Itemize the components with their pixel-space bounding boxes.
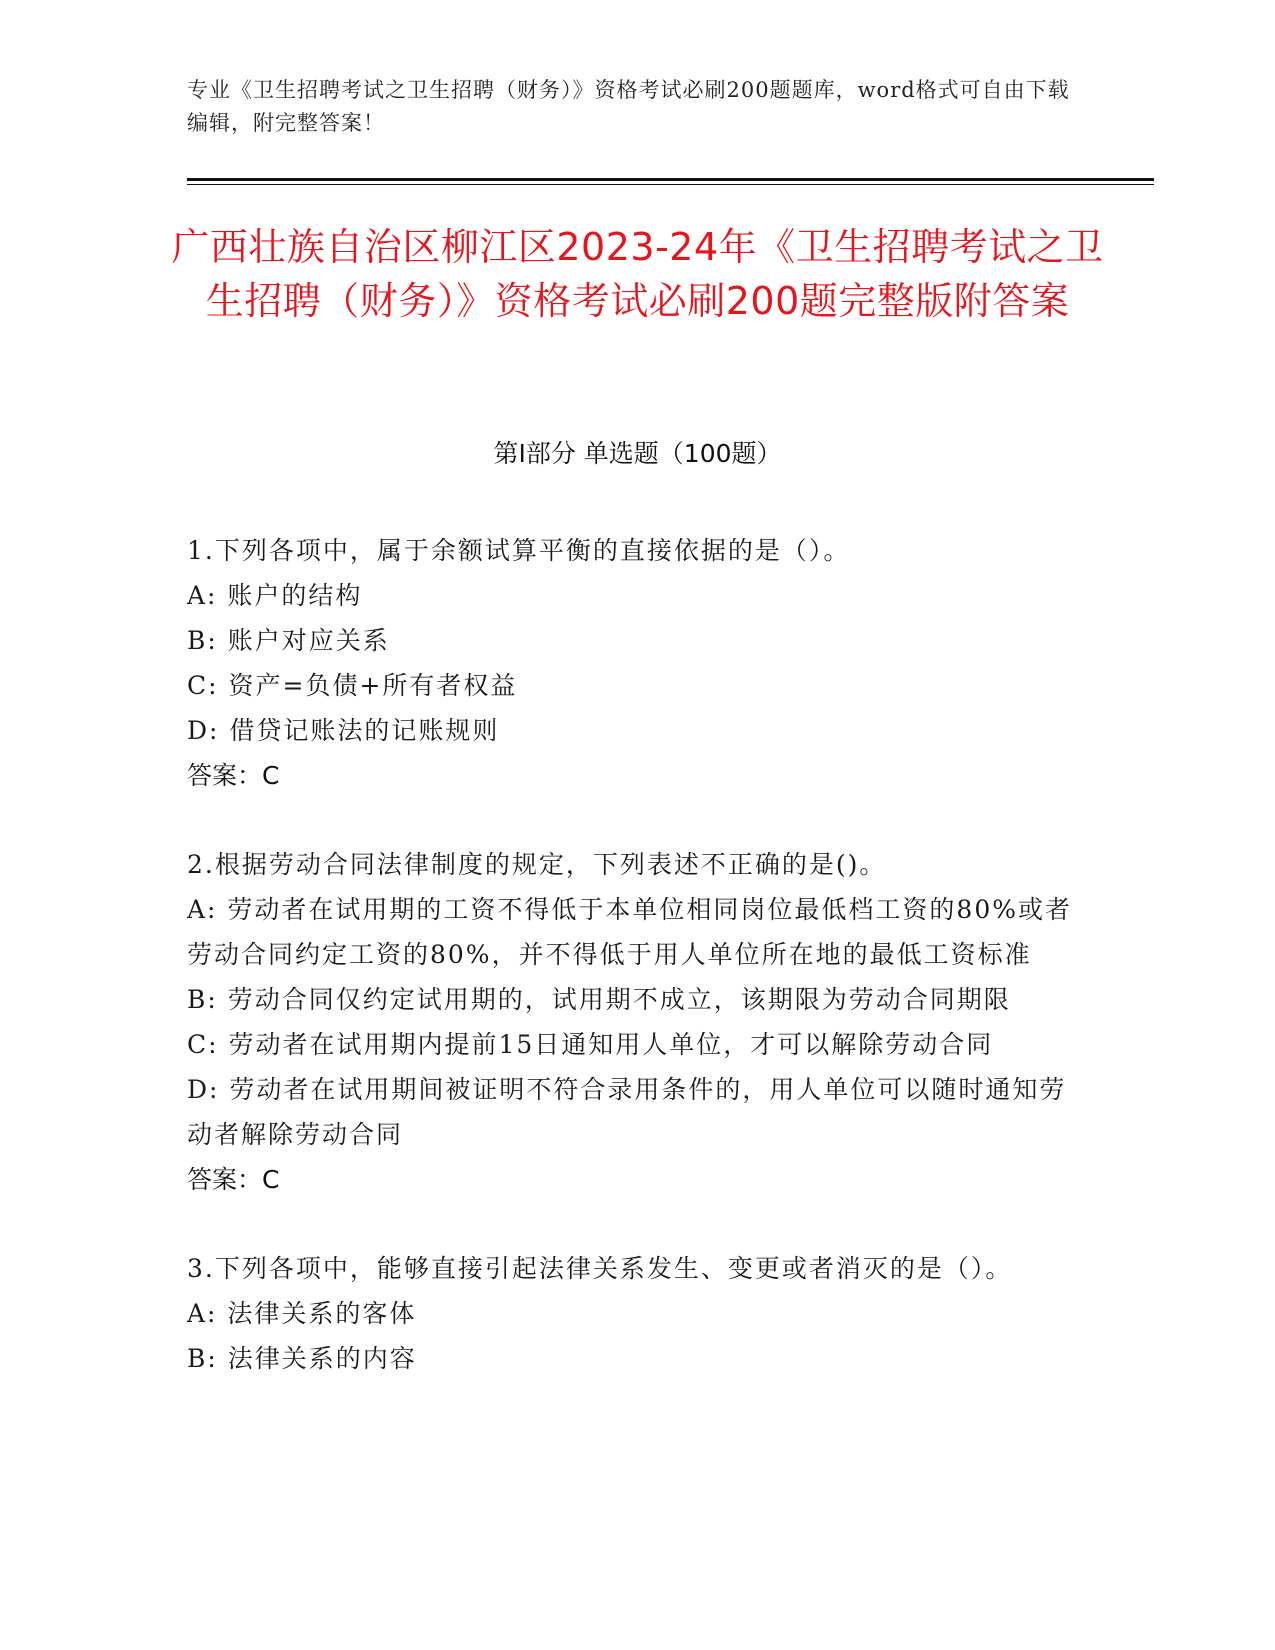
question-1	[187, 528, 1077, 798]
option-a: A: 法律关系的客体	[187, 1299, 417, 1328]
option-a: A: 劳动者在试用期的工资不得低于本单位相同岗位最低档工资的80%或者劳动合同约定工资的80%，并不得低于用人单位所在地的最低工资标准	[187, 895, 1072, 969]
question-3	[187, 1246, 1077, 1381]
header-divider-thin	[187, 184, 1154, 185]
option-c: C: 劳动者在试用期内提前15日通知用人单位，才可以解除劳动合同	[187, 1030, 994, 1059]
question-stem: 3.下列各项中，能够直接引起法律关系发生、变更或者消灭的是（）。	[187, 1254, 1013, 1283]
question-stem: 2.根据劳动合同法律制度的规定，下列表述不正确的是()。	[187, 850, 887, 879]
option-c: C: 资产=负债+所有者权益	[187, 671, 518, 700]
header-note: 专业《卫生招聘考试之卫生招聘（财务）》资格考试必刷200题题库，word格式可自由下载编辑，附完整答案！	[187, 78, 1070, 135]
option-b: B: 法律关系的内容	[187, 1344, 417, 1373]
answer: 答案：C	[187, 1165, 280, 1194]
question-2	[187, 842, 1077, 1202]
header-divider-thick	[187, 178, 1154, 181]
section-heading: 第I部分 单选题（100题）	[493, 439, 782, 468]
option-b: B: 劳动合同仅约定试用期的，试用期不成立，该期限为劳动合同期限	[187, 985, 1011, 1014]
question-stem: 1.下列各项中，属于余额试算平衡的直接依据的是（）。	[187, 536, 851, 565]
answer: 答案：C	[187, 761, 280, 790]
question-list	[187, 528, 1077, 1425]
option-d: D: 借贷记账法的记账规则	[187, 716, 500, 745]
option-b: B: 账户对应关系	[187, 626, 390, 655]
document-title: 广西壮族自治区柳江区2023-24年《卫生招聘考试之卫生招聘（财务）》资格考试必刷200题完整版附答案	[171, 225, 1104, 323]
option-a: A: 账户的结构	[187, 581, 363, 610]
option-d: D: 劳动者在试用期间被证明不符合录用条件的，用人单位可以随时通知劳动者解除劳动合同	[187, 1075, 1067, 1149]
